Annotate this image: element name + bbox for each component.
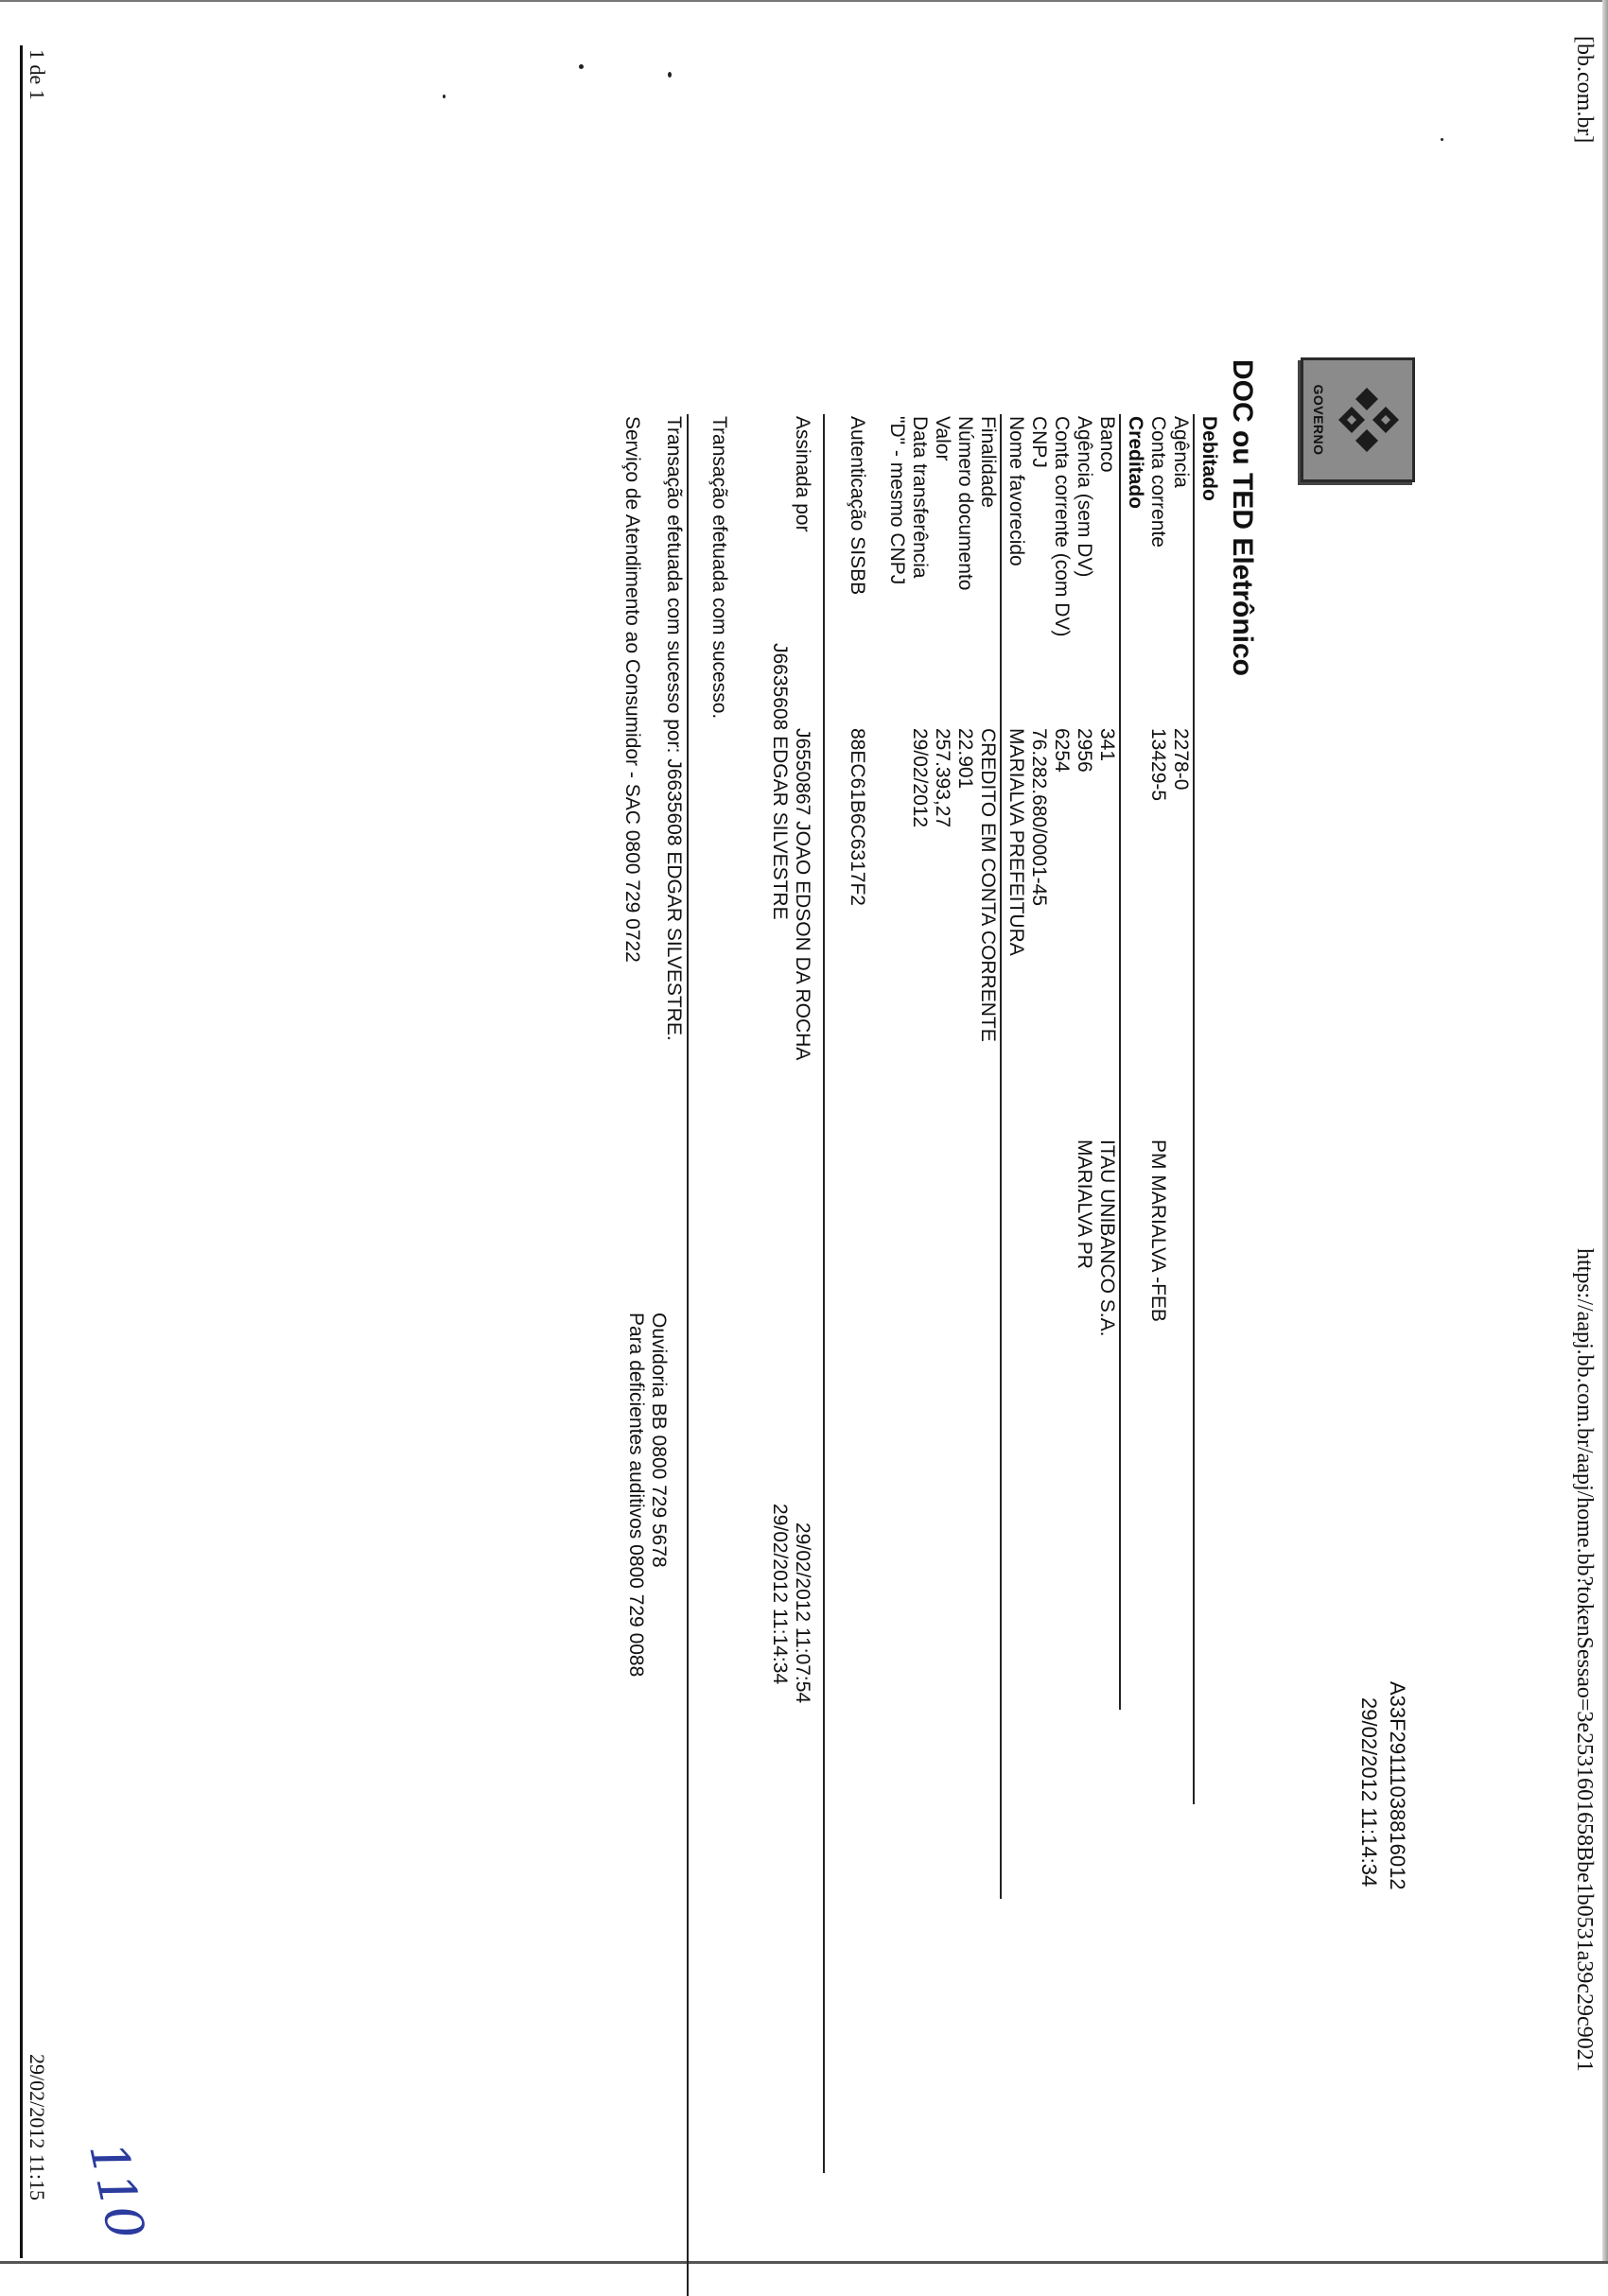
status-performed-by: Transação efetuada com sucesso por: J6635608 EDGAR SILVESTRE. [663, 416, 685, 1041]
creditado-favorecido-label: Nome favorecido [1005, 416, 1027, 566]
signatory-1: J6550867 JOAO EDSON DA ROCHA [792, 728, 813, 1061]
creditado-cnpj-label: CNPJ [1028, 416, 1050, 468]
creditado-banco-value: 341 [1096, 728, 1118, 762]
section-divider [1119, 414, 1121, 1710]
ouvidoria-contact: Ouvidoria BB 0800 729 5678 [648, 1313, 670, 1568]
section-divider [687, 414, 689, 2296]
banco-do-brasil-logo-icon [1335, 386, 1403, 454]
sac-contact: Serviço de Atendimento ao Consumidor - SAC 0800 729 0722 [621, 416, 643, 963]
signatory-1-time: 29/02/2012 11:07:54 [792, 1522, 813, 1704]
bank-logo [1301, 357, 1415, 482]
creditado-banco-label: Banco [1096, 416, 1118, 473]
creditado-conta-label: Conta corrente (com DV) [1051, 416, 1073, 637]
section-divider [1000, 414, 1002, 1899]
autenticacao-label: Autenticação SISBB [847, 416, 868, 596]
numero-documento-value: 22.901 [954, 728, 976, 790]
reference-code: A33F29111038816012 [1386, 1681, 1409, 1890]
status-message: Transação efetuada com sucesso. [708, 416, 730, 720]
debitado-conta-label: Conta corrente [1147, 416, 1169, 548]
section-divider [823, 414, 825, 2173]
assinada-por-label: Assinada por [792, 416, 813, 532]
creditado-cnpj-value: 76.282.680/0001-45 [1028, 728, 1050, 907]
debitado-conta-value: 13429-5 [1147, 728, 1169, 802]
logo-label: GOVERNO [1311, 384, 1326, 456]
signatory-2-time: 29/02/2012 11:14:34 [769, 1504, 791, 1685]
finalidade-value: CREDITO EM CONTA CORRENTE [977, 728, 999, 1042]
autenticacao-value: 88EC61B6C6317F2 [847, 728, 868, 906]
site-header: [bb.com.br] [1572, 36, 1597, 144]
debitado-heading: Debitado [1198, 416, 1220, 501]
footer-rule [20, 45, 23, 2258]
tipo-mesmo-cnpj-label: "D" - mesmo CNPJ [886, 416, 908, 585]
creditado-agencia-name: MARIALVA PR [1074, 1139, 1095, 1269]
debitado-agencia-value: 2278-0 [1170, 728, 1192, 791]
creditado-agencia-label: Agência (sem DV) [1074, 416, 1095, 578]
debitado-conta-name: PM MARIALVA -FEB [1147, 1139, 1169, 1322]
handwritten-page-number: 110 [77, 2136, 157, 2245]
section-divider [1193, 414, 1195, 1804]
page-url: https://aapj.bb.com.br/aapj/home.bb?tokenSessao=3e2531601658Bbe1b0531a39c29c9021 [1572, 1248, 1597, 2072]
data-transferencia-label: Data transferência [909, 416, 931, 579]
valor-label: Valor [932, 416, 953, 461]
creditado-favorecido-value: MARIALVA PREFEITURA [1005, 728, 1027, 956]
print-timestamp: 29/02/2012 11:15 [26, 2054, 49, 2201]
page-number: 1 de 1 [26, 49, 49, 100]
creditado-agencia-value: 2956 [1074, 728, 1095, 773]
data-transferencia-value: 29/02/2012 [909, 728, 931, 828]
debitado-agencia-label: Agência [1170, 416, 1192, 488]
creditado-conta-value: 6254 [1051, 728, 1073, 773]
numero-documento-label: Número documento [954, 416, 976, 591]
signatory-2: J6635608 EDGAR SILVESTRE [769, 643, 791, 920]
finalidade-label: Finalidade [977, 416, 999, 508]
valor-value: 257.393,27 [932, 728, 953, 828]
creditado-heading: Creditado [1125, 416, 1146, 510]
deficientes-contact: Para deficientes auditivos 0800 729 0088 [625, 1313, 647, 1678]
creditado-banco-name: ITAU UNIBANCO S.A. [1096, 1139, 1118, 1337]
reference-date: 29/02/2012 11:14:34 [1357, 1697, 1381, 1887]
document-title: DOC ou TED Eletrônico [1227, 359, 1258, 677]
